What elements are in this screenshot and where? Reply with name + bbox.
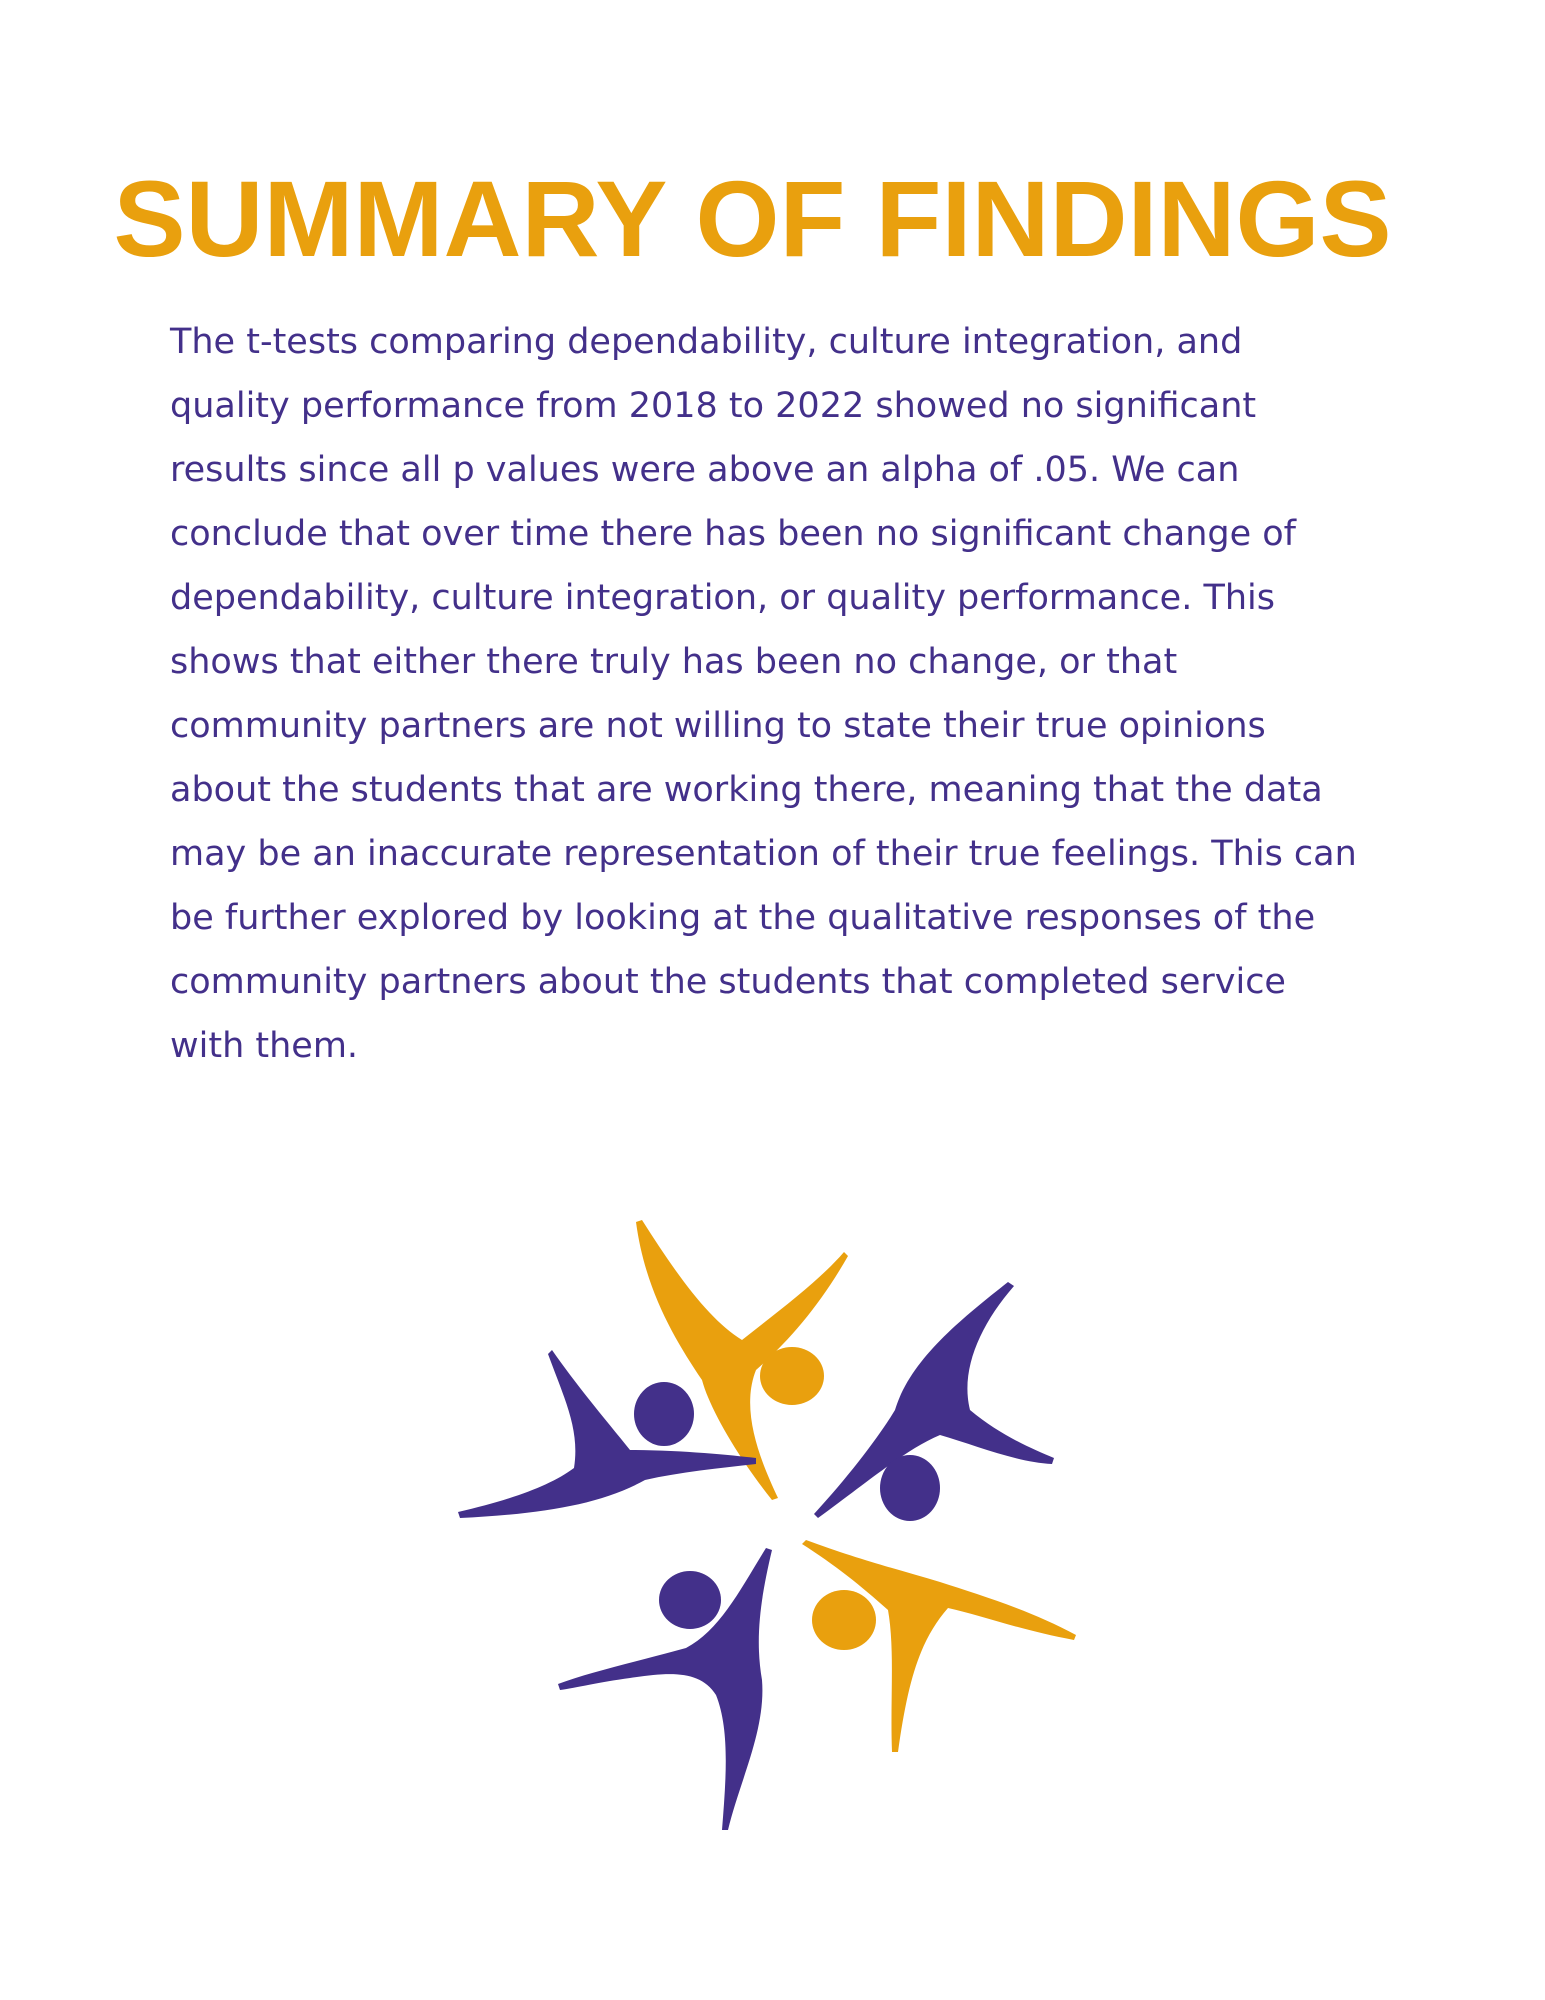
page-title: SUMMARY OF FINDINGS (113, 158, 1392, 280)
summary-paragraph: The t-tests comparing dependability, culture integration, and quality performance from 2018 to 2022 showed no significant results since all p values were above an alpha of .05. We can conclude that over time there has been no significant change of dependability, culture integration, or quality performance. This shows that either there truly has been no change, or that community partners are not willing to state their true opinions about the students that are working there, meaning that the data may be an inaccurate representation of their true feelings. This can be further explored by looking at the qualitative responses of the community partners about the students that completed service with them. (170, 322, 1357, 1066)
purple-figure-right (814, 1282, 1054, 1521)
gold-figure-bottom-right (802, 1540, 1076, 1752)
community-people-circle-icon (440, 1210, 1100, 1860)
purple-figure-bottom-left (558, 1548, 772, 1830)
